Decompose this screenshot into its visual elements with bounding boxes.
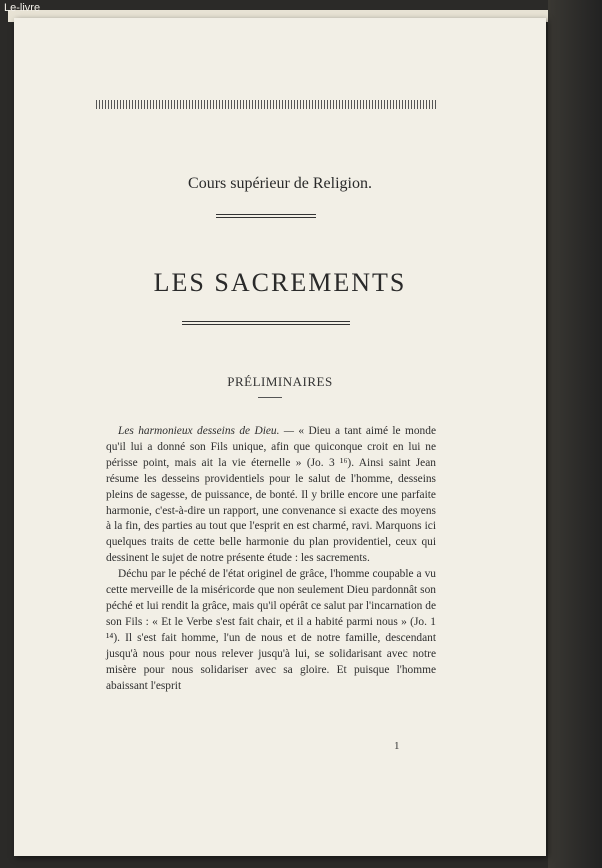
watermark-logo: Le-livre bbox=[4, 2, 41, 14]
paragraph-lead: Les harmonieux desseins de Dieu. — bbox=[118, 425, 294, 437]
background-shadow bbox=[548, 0, 602, 868]
course-title: Cours supérieur de Religion. bbox=[188, 175, 372, 192]
section-heading: PRÉLIMINAIRES bbox=[227, 374, 333, 389]
decorative-border bbox=[96, 100, 436, 109]
document-page bbox=[14, 18, 546, 856]
divider-rule bbox=[258, 397, 282, 398]
paragraph: Déchu par le péché de l'état originel de grâce, l'homme coupable a vu cette merveille de la miséricorde que non seulement Dieu pardonnât son péché et lui rendit la grâce, mais qu'il opérât ce salut par l'incarnation de son Fils : « Et le Verbe s'est fait chair, et il a habité parmi nous » (Jo. 1 ¹⁴). Il s'est fait homme, l'un de nous et de notre famille, descendant jusqu'à nous pour nous relever jusqu'à lui, se solidarisant avec notre misère pour nous solidariser avec sa gloire. Et puisque l'homme abaissant l'esprit bbox=[106, 568, 436, 692]
body-text bbox=[106, 424, 436, 694]
page-number: 1 bbox=[394, 740, 400, 752]
divider-rule bbox=[216, 214, 316, 218]
main-title: LES SACREMENTS bbox=[153, 268, 407, 297]
paragraph bbox=[106, 424, 436, 567]
paragraph-text: « Dieu a tant aimé le monde qu'il lui a donné son Fils unique, afin que quiconque croit en lui ne périsse point, mais ait la vie éternelle » (Jo. 3 ¹⁶). Ainsi saint Jean résume les desseins providentiels pour le salut de l'homme, desseins pleins de sagesse, de puissance, de bonté. Il y brille encore une parfaite harmonie, c'est-à-dire un rapport, une convenance si exacte des moyens à la fin, des parties au tout que l'esprit en est charmé, ravi. Marquons ici quelques traits de cette belle harmonie du plan providentiel, ceux qui dessinent le sujet de notre présente étude : les sacrements. bbox=[106, 425, 436, 565]
divider-rule bbox=[182, 321, 350, 325]
